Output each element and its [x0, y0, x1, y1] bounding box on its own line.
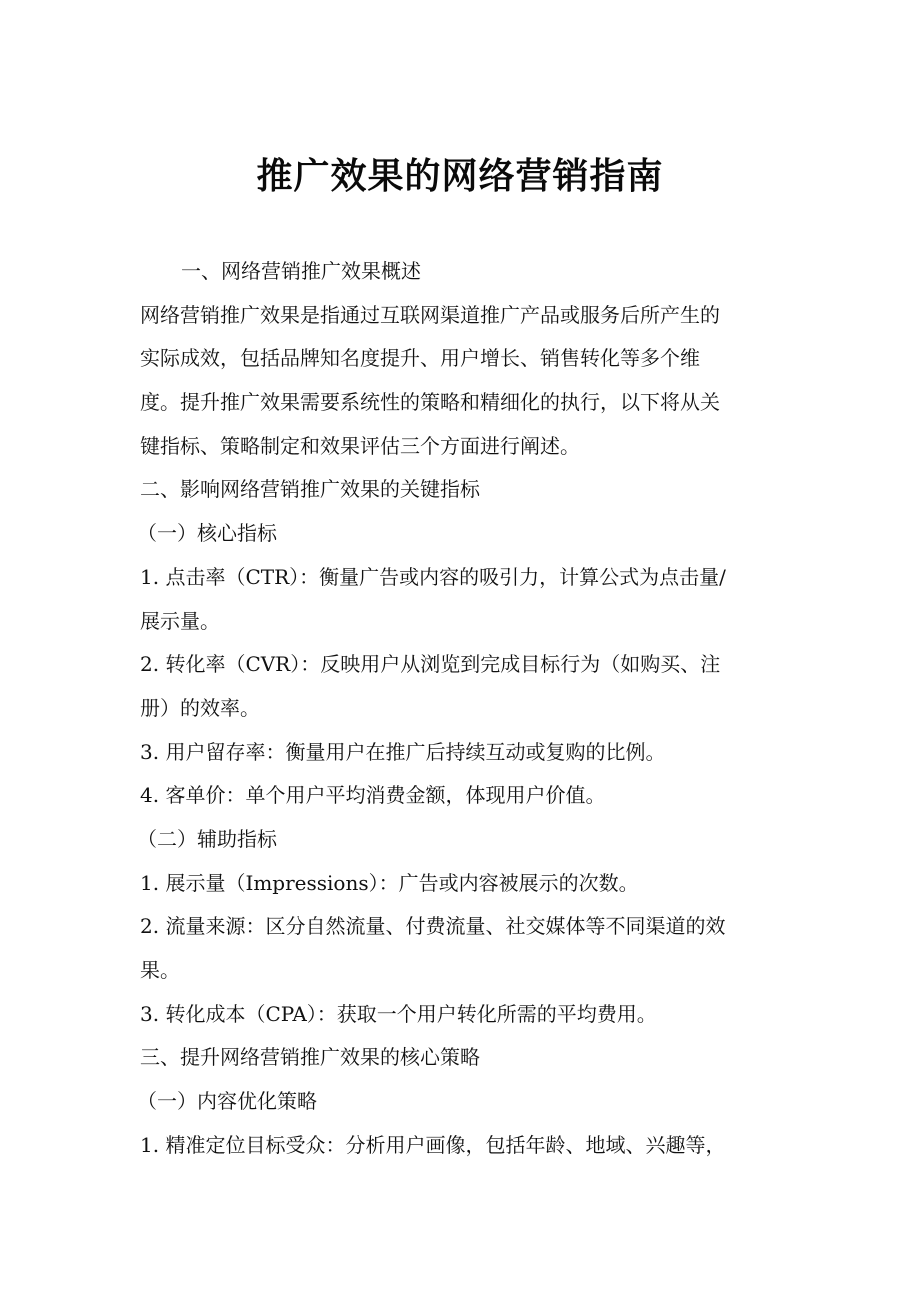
subsection-heading: （一）核心指标 — [137, 521, 277, 546]
list-item: 1. 精准定位目标受众：分析用户画像，包括年龄、地域、兴趣等， — [140, 1132, 726, 1157]
subsection-heading: （二）辅助指标 — [137, 826, 277, 851]
section-heading-2: 二、影响网络营销推广效果的关键指标 — [140, 477, 480, 502]
list-item-continuation: 果。 — [140, 958, 180, 982]
list-item: 2. 流量来源：区分自然流量、付费流量、社交媒体等不同渠道的效 — [140, 914, 726, 939]
list-item: 1. 展示量（Impressions）：广告或内容被展示的次数。 — [140, 870, 639, 895]
list-item-continuation: 展示量。 — [140, 608, 220, 633]
section-heading-3: 三、提升网络营销推广效果的核心策略 — [140, 1045, 480, 1070]
list-item: 3. 用户留存率：衡量用户在推广后持续互动或复购的比例。 — [140, 739, 666, 764]
section-heading-1: 一、网络营销推广效果概述 — [181, 259, 421, 283]
paragraph-line: 键指标、策略制定和效果评估三个方面进行阐述。 — [140, 433, 580, 458]
list-item: 4. 客单价：单个用户平均消费金额，体现用户价值。 — [140, 783, 606, 808]
document-title: 推广效果的网络营销指南 — [256, 156, 664, 197]
subsection-heading: （一）内容优化策略 — [137, 1089, 317, 1114]
paragraph-line: 实际成效，包括品牌知名度提升、用户增长、销售转化等多个维 — [140, 346, 700, 371]
list-item-continuation: 册）的效率。 — [140, 695, 260, 720]
list-item: 1. 点击率（CTR）：衡量广告或内容的吸引力，计算公式为点击量/ — [140, 564, 726, 589]
list-item: 3. 转化成本（CPA）：获取一个用户转化所需的平均费用。 — [140, 1001, 657, 1026]
paragraph-line: 度。提升推广效果需要系统性的策略和精细化的执行，以下将从关 — [140, 390, 720, 415]
paragraph-line: 网络营销推广效果是指通过互联网渠道推广产品或服务后所产生的 — [140, 302, 720, 327]
document-body — [137, 250, 790, 1167]
list-item: 2. 转化率（CVR）：反映用户从浏览到完成目标行为（如购买、注 — [140, 652, 721, 677]
